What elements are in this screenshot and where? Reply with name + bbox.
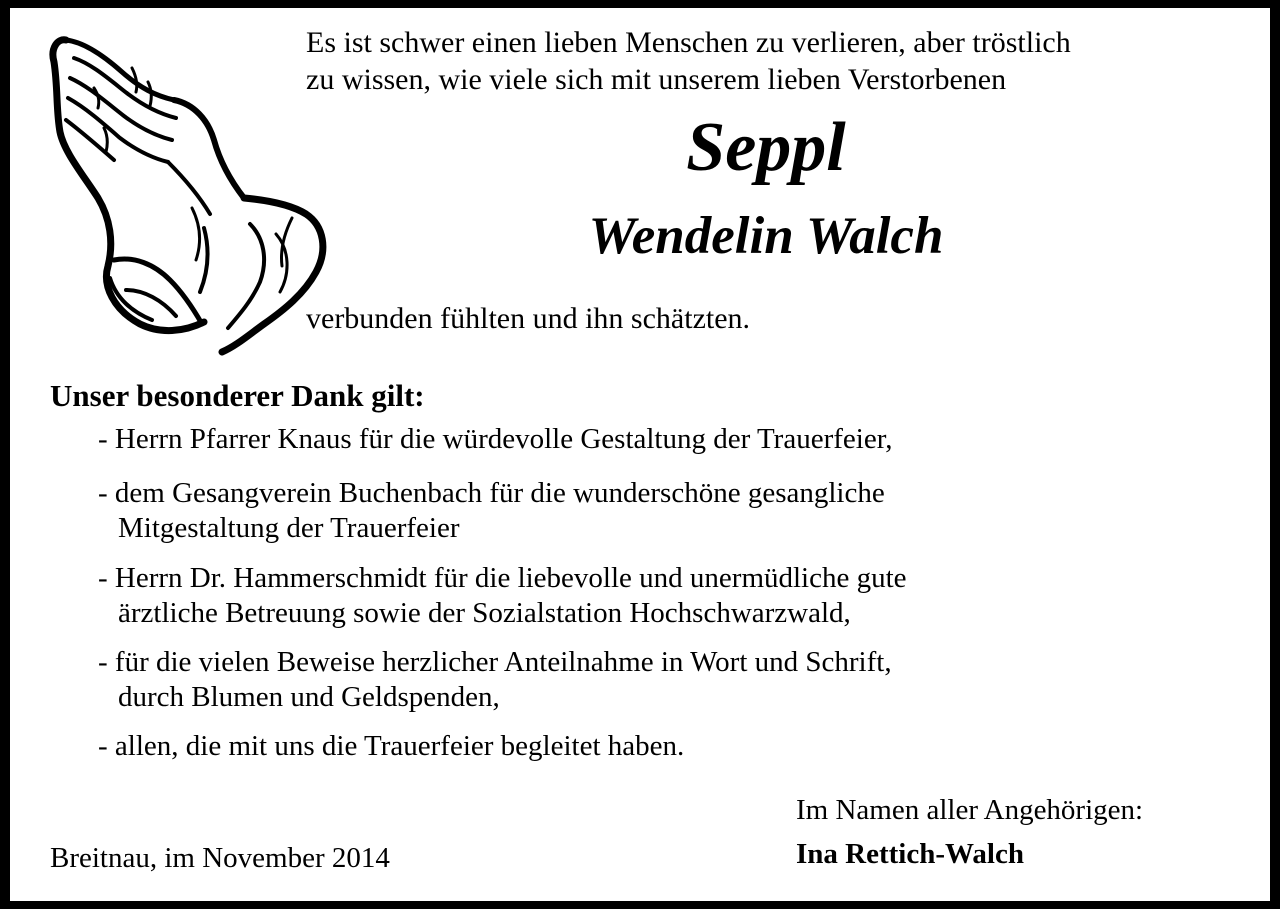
- thanks-item-text: - Herrn Dr. Hammerschmidt für die liebevolle und unermüdliche gute: [98, 562, 907, 594]
- thanks-heading: Unser besonderer Dank gilt:: [50, 378, 425, 413]
- thanks-item-text: - für die vielen Beweise herzlicher Anteilnahme in Wort und Schrift,: [98, 646, 892, 678]
- thanks-item: [98, 561, 907, 631]
- signatory-name: Ina Rettich-Walch: [796, 838, 1024, 870]
- thanks-item: [98, 729, 684, 764]
- intro-end: verbunden fühlten und ihn schätzten.: [306, 302, 751, 335]
- thanks-item-continuation: ärztliche Betreuung sowie der Sozialstation Hochschwarzwald,: [118, 597, 851, 629]
- obituary-card: [10, 8, 1270, 901]
- intro-line-2: zu wissen, wie viele sich mit unserem lieben Verstorbenen: [306, 63, 1007, 96]
- place-date: Breitnau, im November 2014: [50, 842, 390, 874]
- intro-line-1: Es ist schwer einen lieben Menschen zu verlieren, aber tröstlich: [306, 26, 1071, 59]
- deceased-nickname: Seppl: [686, 109, 846, 186]
- thanks-item-text: - allen, die mit uns die Trauerfeier begleitet haben.: [98, 730, 685, 762]
- thanks-item: [98, 476, 885, 546]
- thanks-item-text: - Herrn Pfarrer Knaus für die würdevolle Gestaltung der Trauerfeier,: [98, 423, 893, 455]
- deceased-full-name: Wendelin Walch: [588, 207, 944, 265]
- on-behalf-label: Im Namen aller Angehörigen:: [796, 794, 1144, 826]
- thanks-item-continuation: Mitgestaltung der Trauerfeier: [118, 512, 460, 544]
- praying-hands-icon: [44, 28, 344, 358]
- thanks-item: [98, 422, 892, 457]
- thanks-item-continuation: durch Blumen und Geldspenden,: [118, 681, 500, 713]
- thanks-item-text: - dem Gesangverein Buchenbach für die wunderschöne gesangliche: [98, 477, 885, 509]
- thanks-item: [98, 645, 892, 715]
